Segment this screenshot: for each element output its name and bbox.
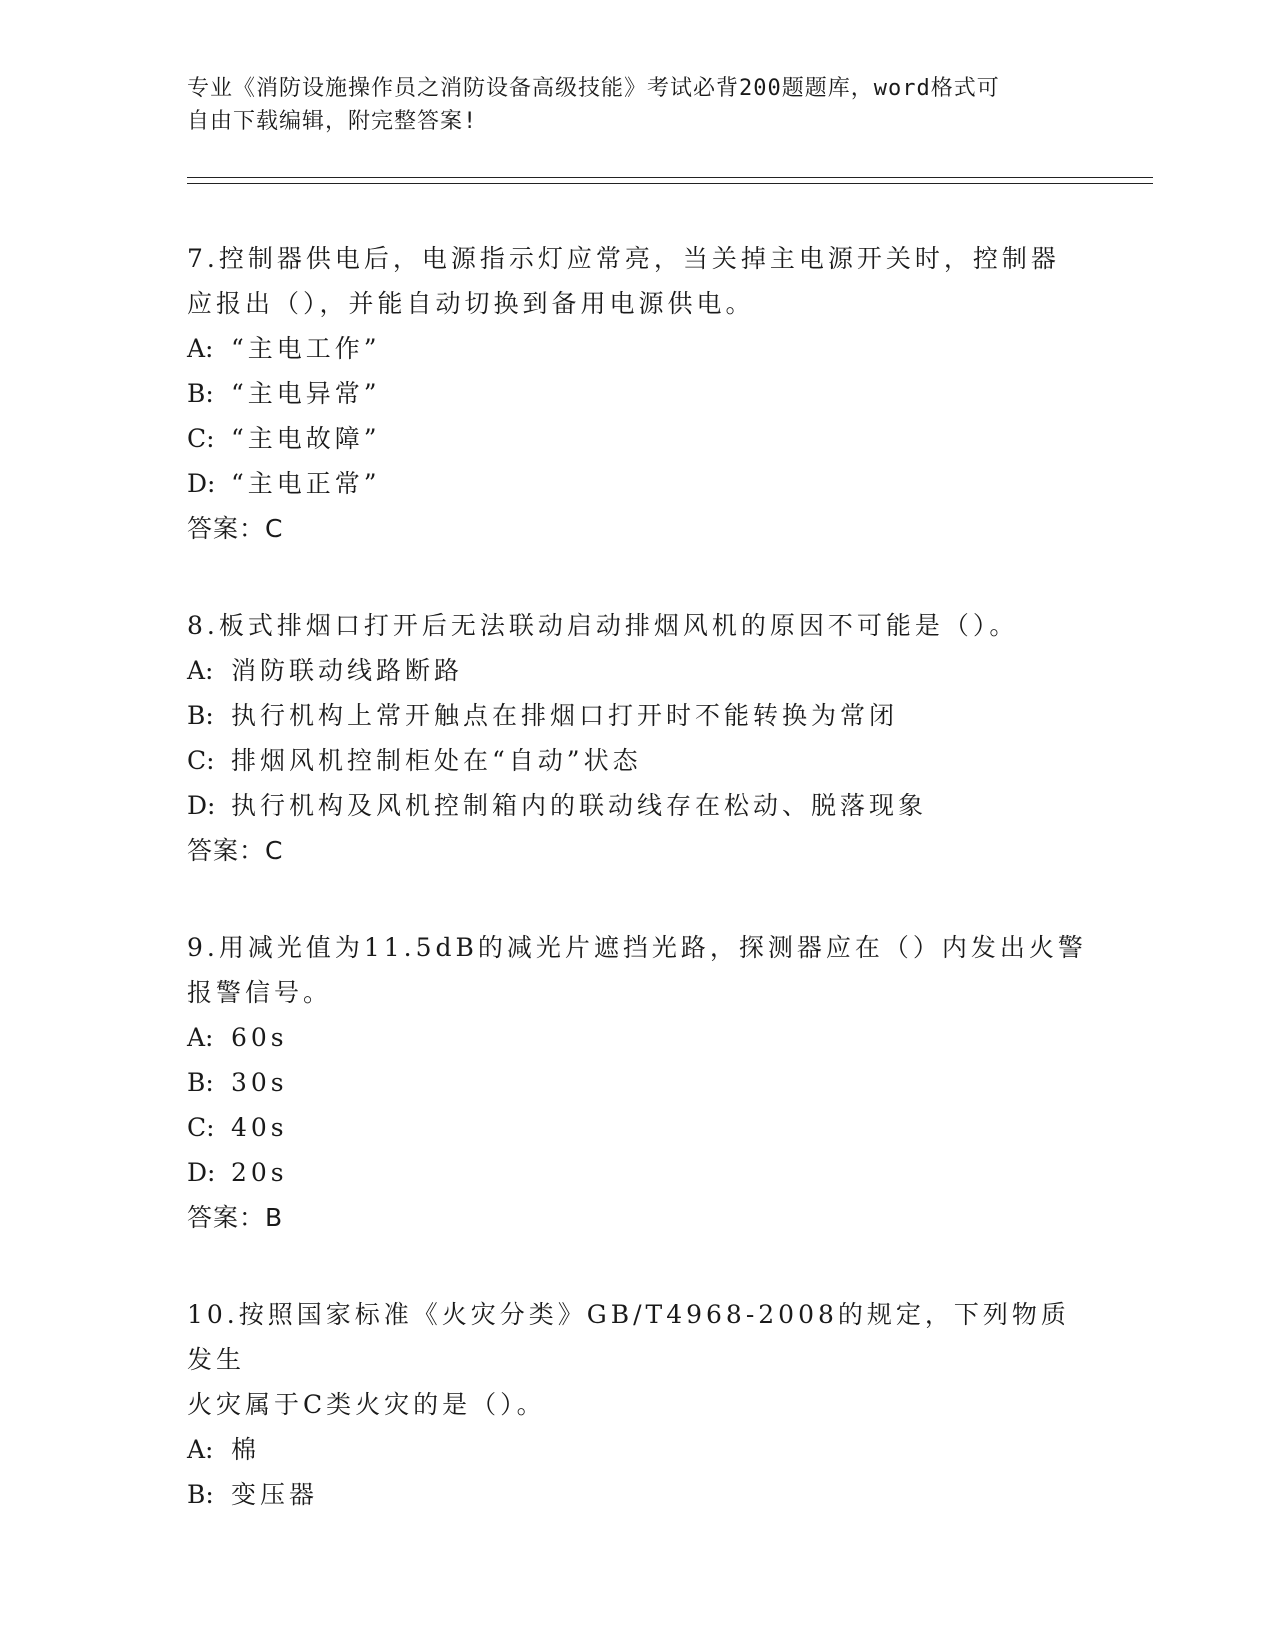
option-key: B: bbox=[187, 1068, 214, 1097]
option-key: D: bbox=[187, 791, 216, 820]
option-text: 执行机构及风机控制箱内的联动线存在松动、脱落现象 bbox=[231, 791, 928, 820]
question-9 bbox=[187, 925, 1087, 1240]
option-text: 棉 bbox=[231, 1435, 261, 1464]
option-c bbox=[187, 1105, 1087, 1150]
question-text-line: 7.控制器供电后，电源指示灯应常亮，当关掉主电源开关时，控制器 bbox=[187, 244, 1060, 273]
option-key: A: bbox=[187, 1435, 214, 1464]
option-text: 40s bbox=[231, 1113, 288, 1142]
question-10 bbox=[187, 1292, 1087, 1517]
option-key: C: bbox=[187, 424, 215, 453]
question-text-line: 10.按照国家标准《火灾分类》GB/T4968-2008的规定，下列物质发生 bbox=[187, 1300, 1070, 1374]
option-text: 20s bbox=[231, 1158, 288, 1187]
question-text-line: 火灾属于C类火灾的是（）。 bbox=[187, 1390, 546, 1419]
option-text: 变压器 bbox=[231, 1480, 319, 1509]
option-c bbox=[187, 738, 1087, 783]
option-a bbox=[187, 1427, 1087, 1472]
option-d bbox=[187, 783, 1087, 828]
option-text: 30s bbox=[231, 1068, 288, 1097]
header-divider-bottom bbox=[187, 183, 1153, 184]
question-text-line: 应报出（），并能自动切换到备用电源供电。 bbox=[187, 289, 755, 318]
answer: 答案：C bbox=[187, 514, 284, 543]
option-b bbox=[187, 371, 1087, 416]
option-text: 排烟风机控制柜处在“自动”状态 bbox=[231, 746, 642, 775]
option-key: A: bbox=[187, 656, 214, 685]
option-text: 消防联动线路断路 bbox=[231, 656, 464, 685]
header-divider-top bbox=[187, 177, 1153, 178]
option-key: A: bbox=[187, 334, 214, 363]
option-key: A: bbox=[187, 1023, 214, 1052]
option-b bbox=[187, 1060, 1087, 1105]
option-text: “主电工作” bbox=[231, 334, 381, 363]
option-key: B: bbox=[187, 379, 214, 408]
option-key: D: bbox=[187, 469, 216, 498]
question-7 bbox=[187, 236, 1087, 551]
question-8 bbox=[187, 603, 1087, 873]
option-d bbox=[187, 461, 1087, 506]
option-a bbox=[187, 648, 1087, 693]
option-key: C: bbox=[187, 746, 215, 775]
document-header bbox=[187, 72, 1067, 138]
option-text: “主电异常” bbox=[231, 379, 381, 408]
question-list bbox=[187, 236, 1087, 1569]
option-key: B: bbox=[187, 701, 214, 730]
option-text: 执行机构上常开触点在排烟口打开时不能转换为常闭 bbox=[231, 701, 899, 730]
answer: 答案：B bbox=[187, 1203, 284, 1232]
option-text: “主电正常” bbox=[231, 469, 381, 498]
option-a bbox=[187, 1015, 1087, 1060]
option-d bbox=[187, 1150, 1087, 1195]
question-text-line: 报警信号。 bbox=[187, 978, 333, 1007]
option-a bbox=[187, 326, 1087, 371]
option-key: B: bbox=[187, 1480, 214, 1509]
header-line-2: 自由下载编辑，附完整答案! bbox=[187, 109, 478, 134]
option-key: C: bbox=[187, 1113, 215, 1142]
answer: 答案：C bbox=[187, 836, 284, 865]
option-b bbox=[187, 693, 1087, 738]
header-line-1: 专业《消防设施操作员之消防设备高级技能》考试必背200题题库，word格式可 bbox=[187, 76, 1000, 101]
question-text-line: 9.用减光值为11.5dB的减光片遮挡光路，探测器应在（）内发出火警 bbox=[187, 933, 1087, 962]
question-text-line: 8.板式排烟口打开后无法联动启动排烟风机的原因不可能是（）。 bbox=[187, 611, 1019, 640]
option-key: D: bbox=[187, 1158, 216, 1187]
option-text: “主电故障” bbox=[231, 424, 381, 453]
option-c bbox=[187, 416, 1087, 461]
option-b bbox=[187, 1472, 1087, 1517]
option-text: 60s bbox=[231, 1023, 288, 1052]
